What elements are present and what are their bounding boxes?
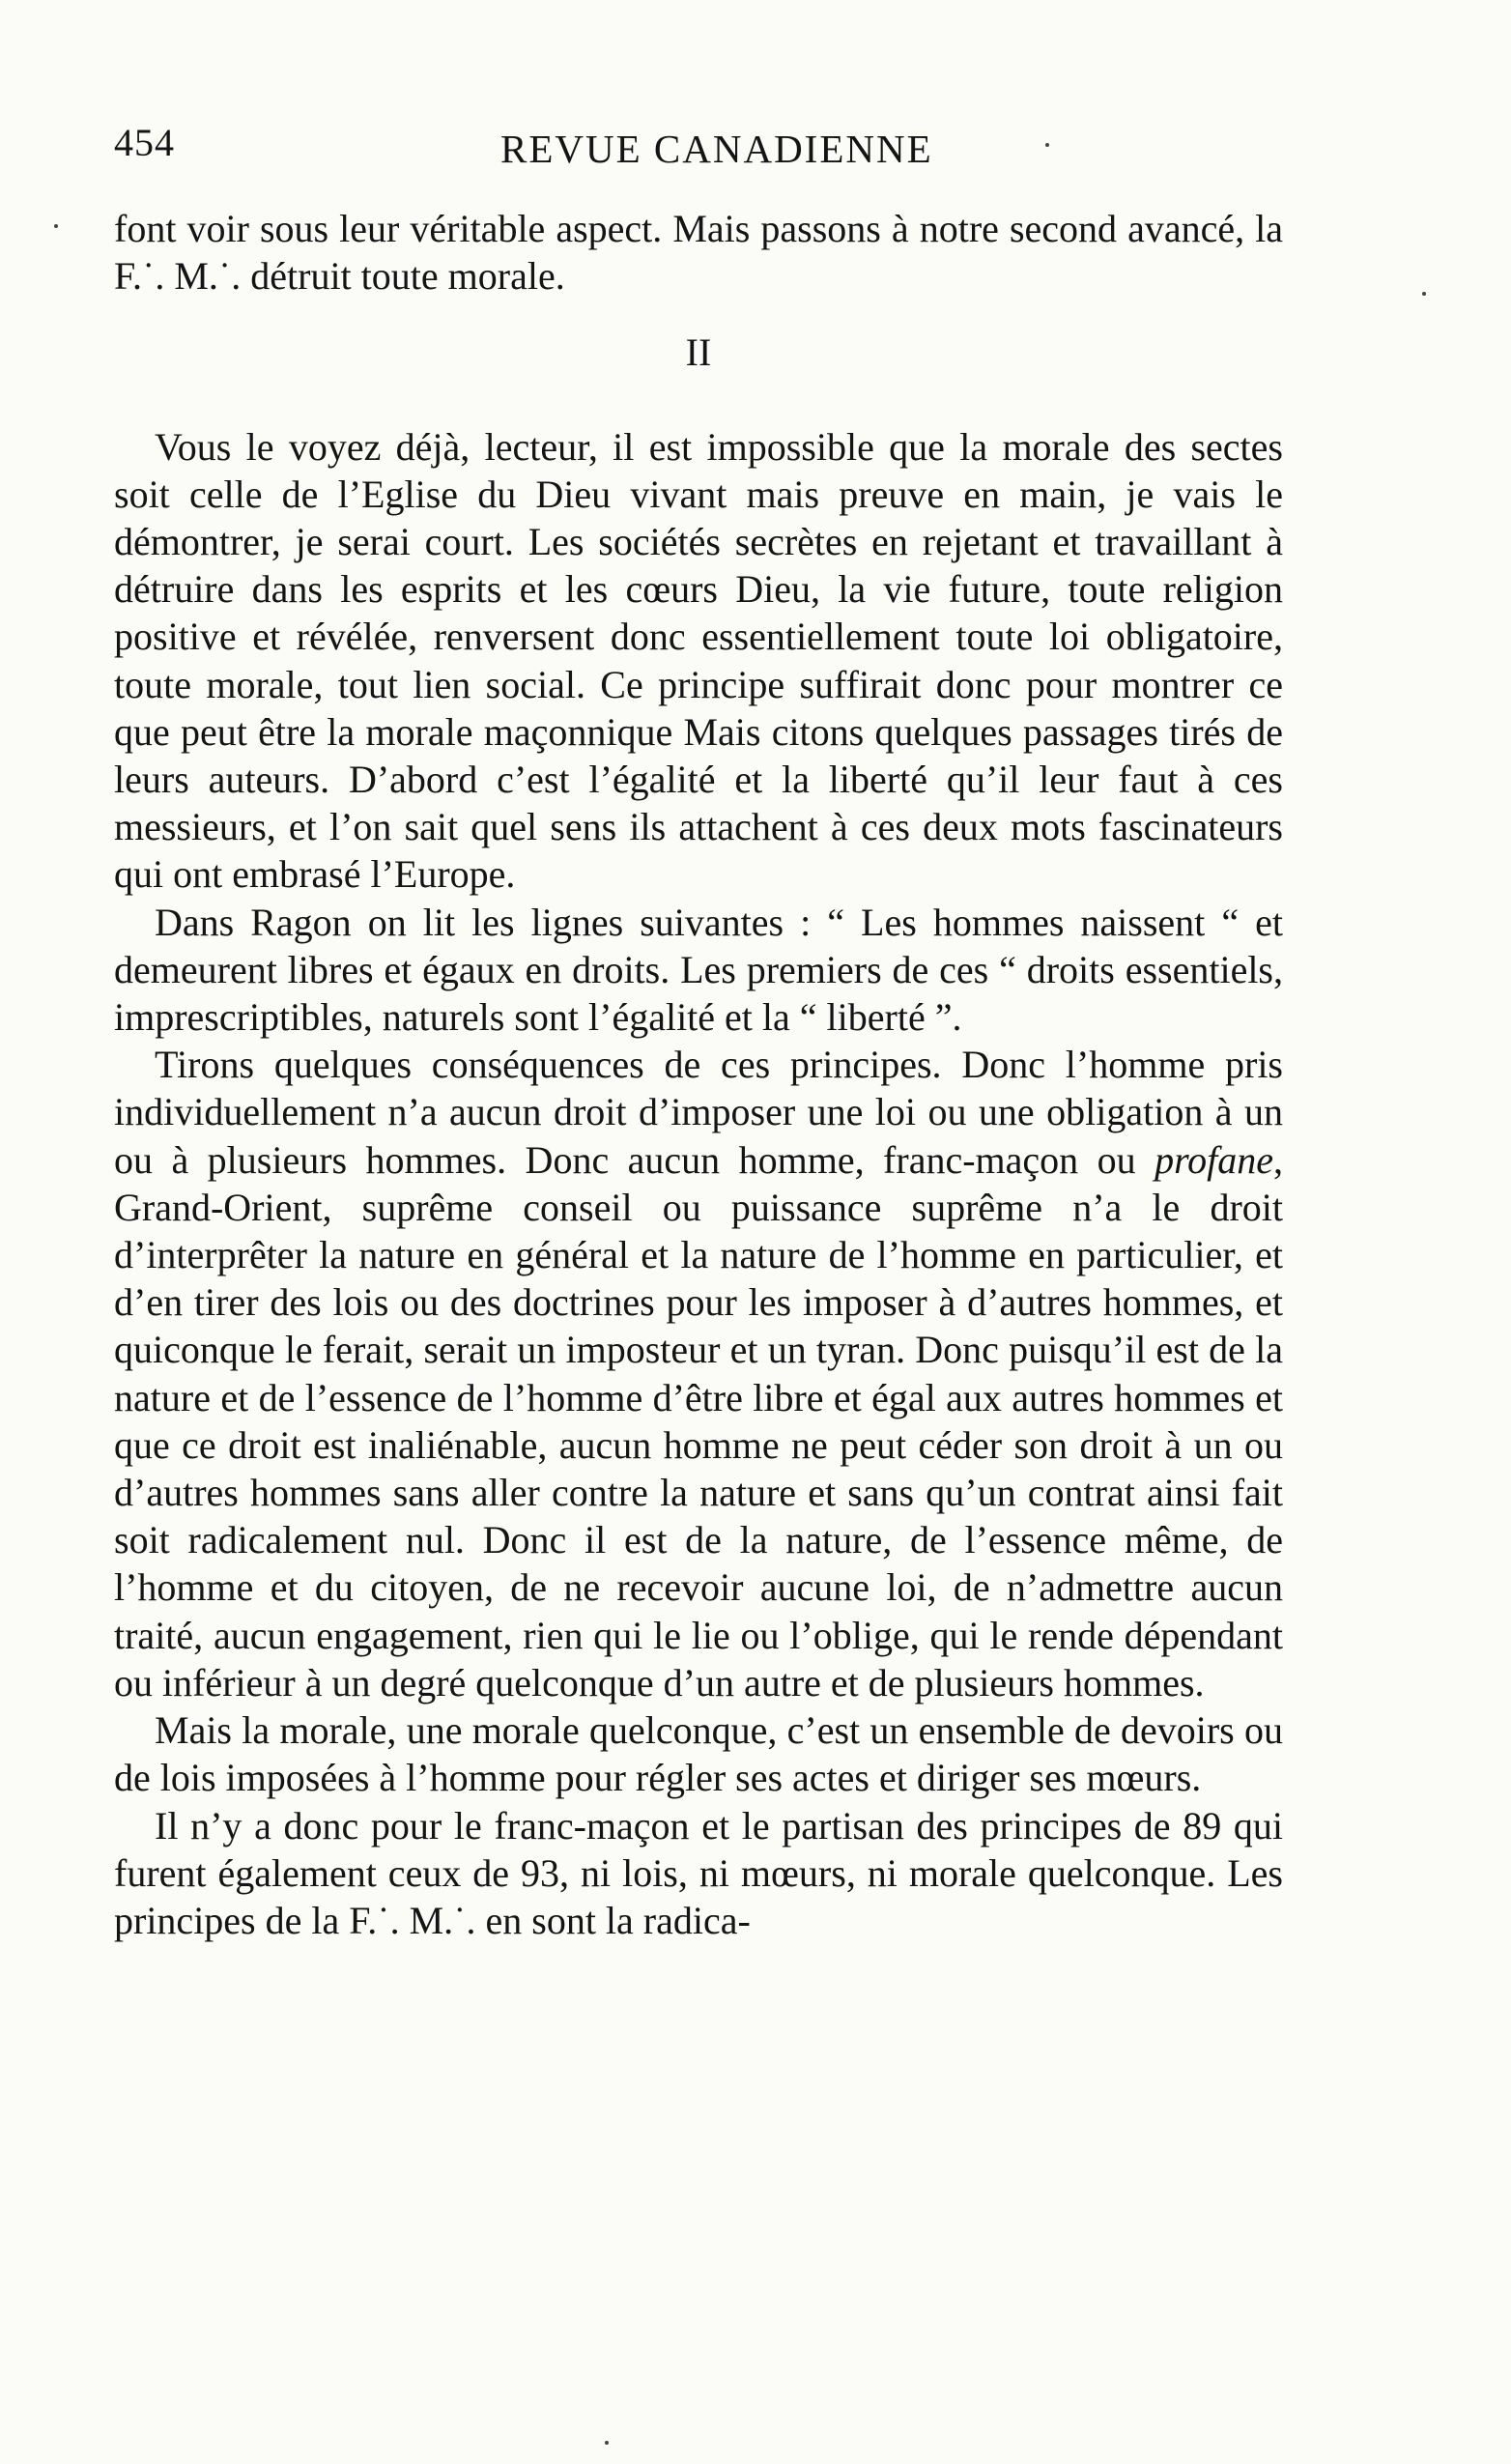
print-speck xyxy=(1045,143,1049,147)
paragraph-intro: font voir sous leur véritable aspect. Mais passons à notre second avancé, la F.˙. M.˙. détruit toute morale. xyxy=(114,207,1283,299)
page-number: 454 xyxy=(114,121,175,164)
paragraph-4: Mais la morale, une morale quelconque, c’est un ensemble de devoirs ou de lois imposées à l’homme pour régler ses actes et diriger ses mœurs. xyxy=(114,1708,1283,1800)
body-text xyxy=(114,205,1283,1944)
paragraph-2: Dans Ragon on lit les lignes suivantes : “ Les hommes naissent “ et demeurent libres et égaux en droits. Les premiers de ces “ droits essentiels, imprescriptibles, naturels sont l’égalité et la “ liberté ”. xyxy=(114,900,1283,1040)
page-header xyxy=(114,120,1273,178)
paragraph-3 xyxy=(114,1041,1283,1706)
print-speck xyxy=(605,2441,609,2445)
section-heading: II xyxy=(685,330,712,375)
print-speck xyxy=(1422,292,1426,296)
paragraph-5: Il n’y a donc pour le franc-maçon et le partisan des principes de 89 qui furent également ceux de 93, ni lois, ni mœurs, ni morale quelconque. Les principes de la F.˙. M.˙. en sont la radica- xyxy=(114,1803,1283,1942)
italic-term: profane xyxy=(1155,1137,1274,1182)
paragraph-1: Vous le voyez déjà, lecteur, il est impossible que la morale des sectes soit celle de l’Eglise du Dieu vivant mais preuve en main, je vais le démontrer, je serai court. Les sociétés secrètes en rejetant et travaillant à détruire dans les esprits et les cœurs Dieu, la vie future, toute religion positive et révélée, renversent donc essentiellement toute loi obligatoire, toute morale, tout lien social. Ce principe suffirait donc pour montrer ce que peut être la morale maçonnique Mais citons quelques passages tirés de leurs auteurs. D’abord c’est l’égalité et la liberté qu’il leur faut à ces messieurs, et l’on sait quel sens ils attachent à ces deux mots fascinateurs qui ont embrasé l’Europe. xyxy=(114,424,1283,897)
paragraph-3-part-1: Tirons quelques conséquences de ces principes. Donc l’homme pris individuellement n’a aucun droit d’imposer une loi ou une obligation à un ou à plusieurs hommes. Donc aucun homme, franc-maçon ou xyxy=(114,1043,1283,1182)
paragraph-3-part-2: , Grand-Orient, suprême conseil ou puissance suprême n’a le droit d’interprêter la nature en général et la nature de l’homme en particulier, et d’en tirer des lois ou des doctrines pour les imposer à d’autres hommes, et quiconque le ferait, serait un imposteur et un tyran. Donc puisqu’il est de la nature et de l’essence de l’homme d’être libre et égal aux autres hommes et que ce droit est inaliénable, aucun homme ne peut céder son droit à un ou d’autres hommes sans aller contre la nature et sans qu’un contrat ainsi fait soit radicalement nul. Donc il est de la nature, de l’essence même, de l’homme et du citoyen, de ne recevoir aucune loi, de n’admettre aucun traité, aucun engagement, rien qui le lie ou l’oblige, qui le rende dépendant ou inférieur à un degré quelconque d’un autre et de plusieurs hommes. xyxy=(114,1137,1284,1705)
print-speck xyxy=(54,224,58,228)
running-title: REVUE CANADIENNE xyxy=(500,127,933,171)
